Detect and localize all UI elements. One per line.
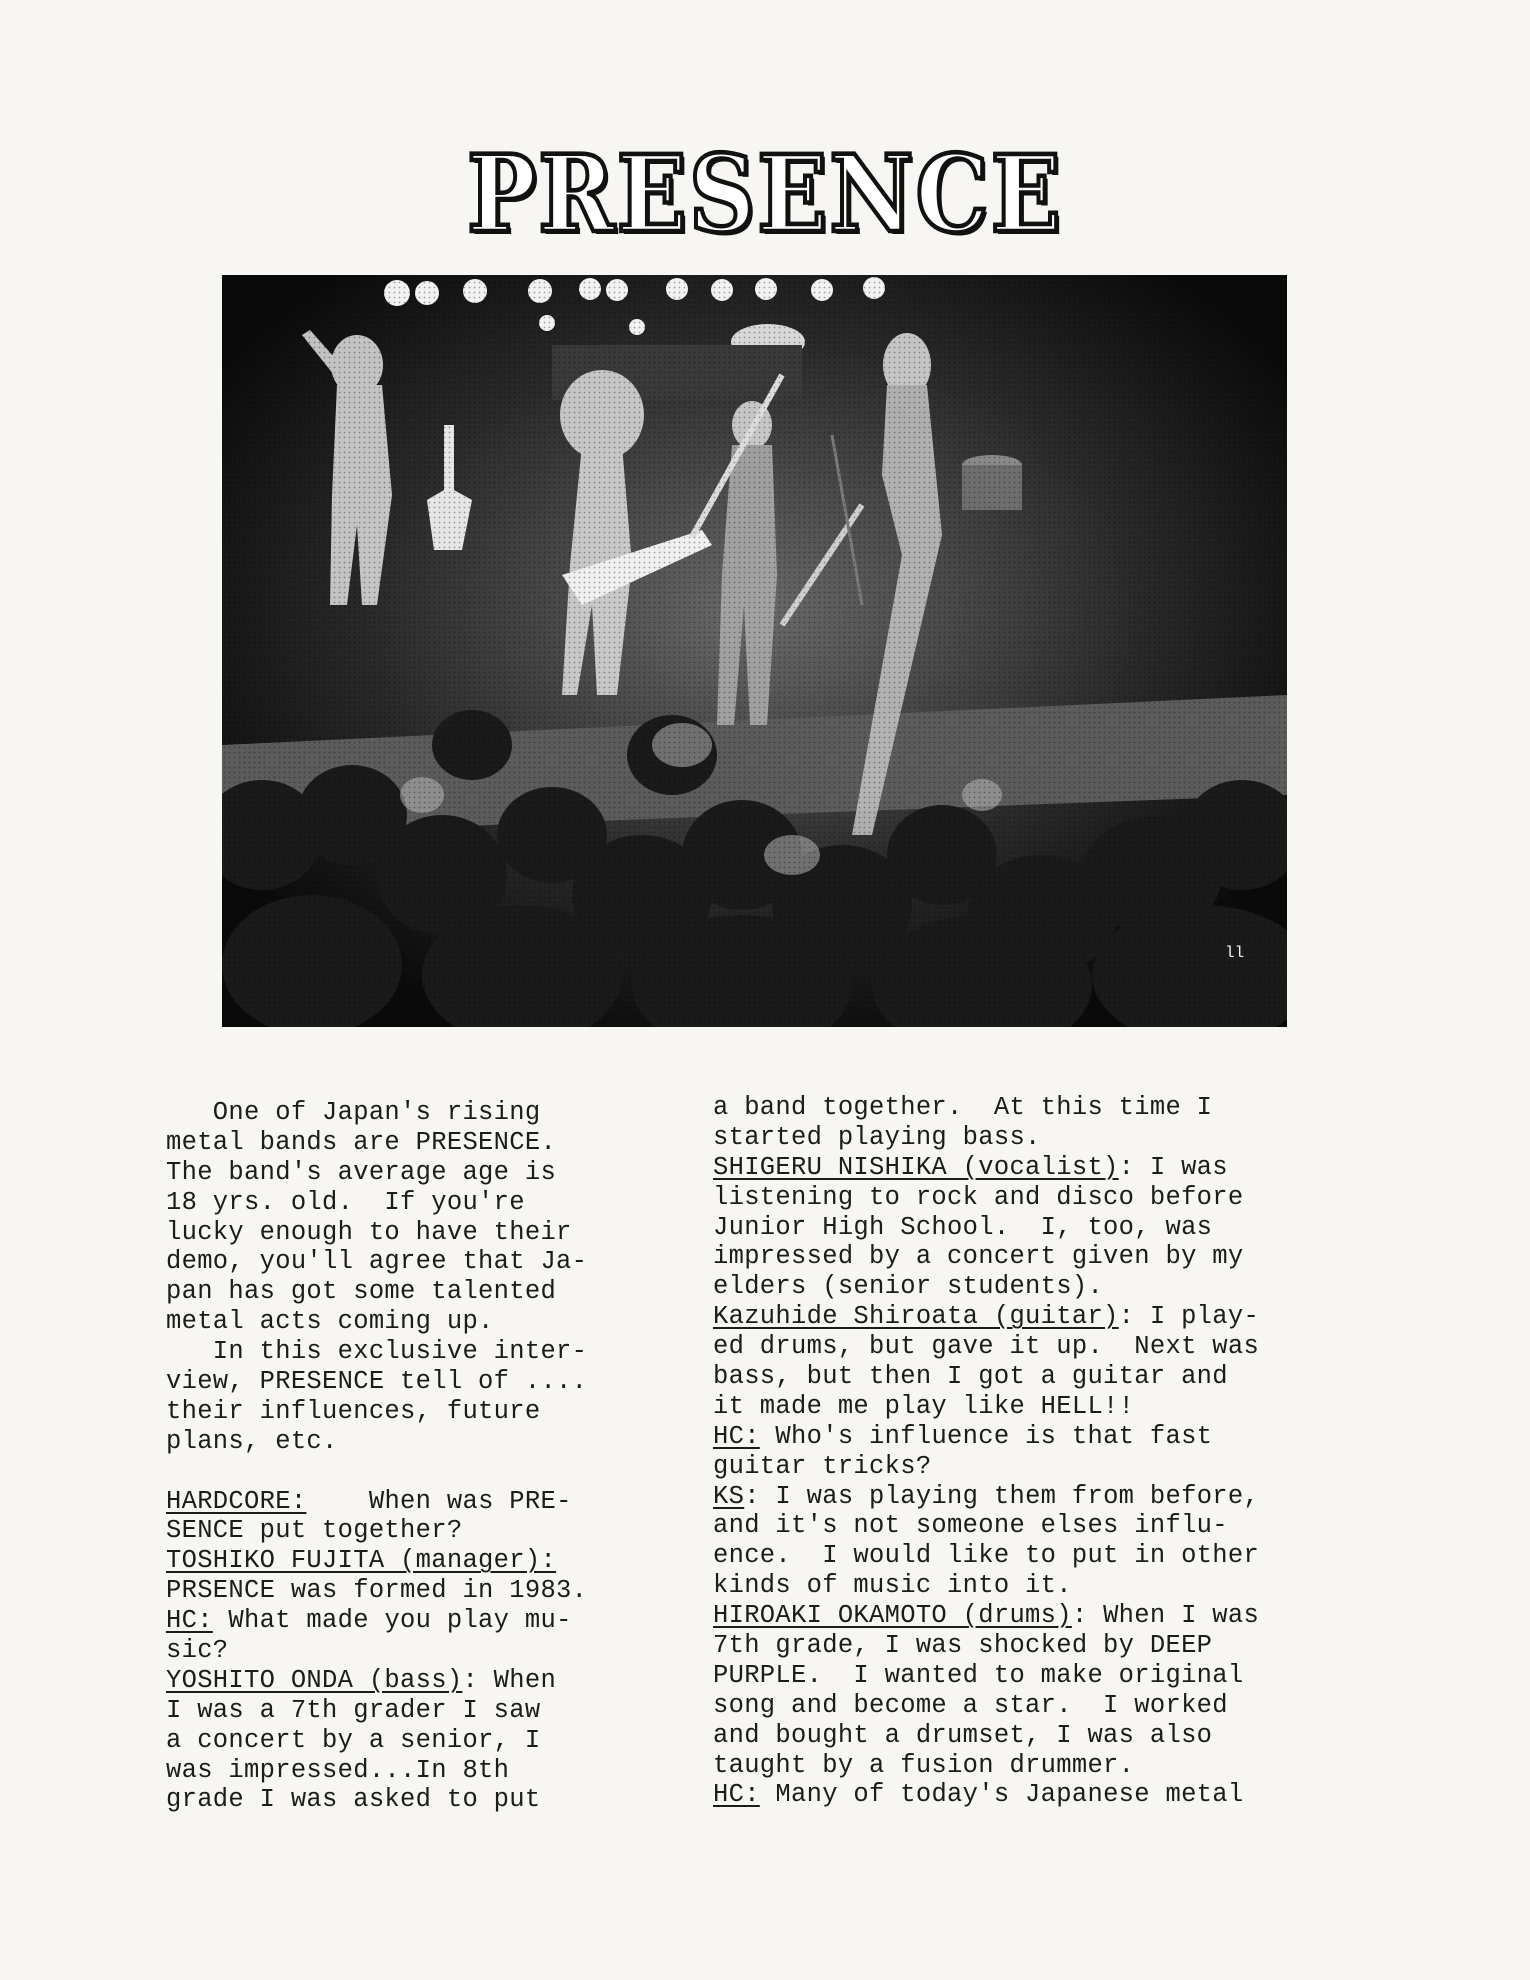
line-text: : I play- [1118,1302,1260,1332]
line-text: Many of today's Japanese metal [759,1780,1244,1810]
text-line [166,1785,587,1815]
line-text: started playing bass. [713,1122,1041,1152]
text-line [166,1277,587,1307]
text-line [713,1661,1259,1691]
line-text: listening to rock and disco before [713,1182,1244,1212]
line-text: was impressed...In 8th [166,1755,510,1785]
text-line [713,1541,1259,1571]
text-line [713,1093,1259,1123]
text-line [166,1576,587,1606]
text-line [166,1666,587,1696]
text-line [713,1183,1259,1213]
line-text: and it's not someone elses influ- [713,1511,1228,1541]
line-text: In this exclusive inter- [166,1337,588,1367]
text-line [713,1242,1259,1272]
text-line [166,1307,587,1337]
concert-photo [222,275,1287,1027]
text-line [713,1721,1259,1751]
text-line [713,1751,1259,1781]
text-line [166,1128,587,1158]
line-text: : I was playing them from before, [744,1481,1260,1511]
line-text: PRSENCE was formed in 1983. [166,1576,588,1606]
speaker-label: HARDCORE: [166,1486,307,1516]
line-text: PURPLE. I wanted to make original [713,1660,1244,1690]
speaker-label: HC: [713,1780,760,1810]
line-text: lucky enough to have their [166,1217,572,1247]
line-text: pan has got some talented [166,1277,557,1307]
text-line [713,1213,1259,1243]
line-text: impressed by a concert given by my [713,1242,1244,1272]
text-line [713,1452,1259,1482]
line-text: a concert by a senior, I [166,1725,541,1755]
text-line [166,1158,587,1188]
line-text: sic? [166,1636,229,1666]
line-text: : When [462,1665,557,1695]
line-text: and bought a drumset, I was also [713,1720,1213,1750]
text-line [166,1546,587,1576]
line-text: metal acts coming up. [166,1307,494,1337]
text-line [166,1516,587,1546]
text-line [713,1691,1259,1721]
line-text: kinds of music into it. [713,1571,1072,1601]
line-text: a band together. At this time I [713,1093,1213,1122]
text-line [713,1392,1259,1422]
speaker-label: Kazuhide Shiroata (guitar) [713,1302,1119,1332]
line-text: elders (senior students). [713,1272,1104,1302]
line-text: ed drums, but gave it up. Next was [713,1332,1260,1362]
text-line [713,1272,1259,1302]
line-text: 18 yrs. old. If you're [166,1187,525,1217]
text-line [713,1302,1259,1332]
text-line [713,1571,1259,1601]
line-text: view, PRESENCE tell of .... [166,1367,588,1397]
text-line [166,1636,587,1666]
line-text: The band's average age is [166,1157,557,1187]
line-text: : I was [1118,1152,1228,1182]
text-line [166,1188,587,1218]
line-text: taught by a fusion drummer. [713,1750,1135,1780]
left-column [166,1098,587,1815]
speaker-label: TOSHIKO FUJITA (manager): [166,1546,557,1576]
line-text: 7th grade, I was shocked by DEEP [713,1631,1213,1661]
speaker-label: SHIGERU NISHIKA (vocalist) [713,1152,1119,1182]
line-text: ence. I would like to put in other [713,1541,1260,1571]
text-line [166,1427,587,1457]
line-text: SENCE put together? [166,1516,463,1546]
line-text: I was a 7th grader I saw [166,1695,541,1725]
line-text: bass, but then I got a guitar and [713,1362,1228,1392]
line-text: their influences, future [166,1396,541,1426]
text-line [166,1397,587,1427]
text-line [713,1631,1259,1661]
line-text: song and become a star. I worked [713,1690,1228,1720]
text-line [166,1487,587,1517]
text-line [713,1362,1259,1392]
text-line [713,1482,1259,1512]
line-text: grade I was asked to put [166,1785,541,1815]
title-area [0,131,1530,257]
line-text: Junior High School. I, too, was [713,1212,1213,1242]
line-text: plans, etc. [166,1426,338,1456]
photo-mark: ll [1225,944,1245,962]
text-line [166,1606,587,1636]
text-line [166,1696,587,1726]
text-line [713,1422,1259,1452]
text-line [166,1098,587,1128]
text-line [166,1218,587,1248]
text-line [166,1457,587,1487]
speaker-label: HC: [166,1606,213,1636]
speaker-label: KS [713,1481,745,1511]
line-text: guitar tricks? [713,1451,932,1481]
speaker-label: HC: [713,1421,760,1451]
text-line [713,1511,1259,1541]
line-text: metal bands are PRESENCE. [166,1127,557,1157]
text-line [166,1367,587,1397]
line-text: One of Japan's rising [166,1098,541,1127]
halftone-overlay [222,275,1287,1027]
text-line [166,1337,587,1367]
text-line [166,1726,587,1756]
text-line [166,1756,587,1786]
speaker-label: HIROAKI OKAMOTO (drums) [713,1601,1072,1631]
concert-photo-art [222,275,1287,1027]
right-column [713,1093,1259,1810]
speaker-label: YOSHITO ONDA (bass) [166,1665,463,1695]
line-text: What made you play mu- [212,1606,572,1636]
text-line [713,1601,1259,1631]
page-title: PRESENCE [467,131,1063,257]
text-line [713,1780,1259,1810]
text-line [713,1123,1259,1153]
text-line [166,1247,587,1277]
line-text: : When I was [1071,1601,1260,1631]
line-text: demo, you'll agree that Ja- [166,1247,588,1277]
line-text: When was PRE- [306,1486,572,1516]
line-text: it made me play like HELL!! [713,1391,1135,1421]
text-line [713,1332,1259,1362]
text-line [713,1153,1259,1183]
line-text: Who's influence is that fast [759,1421,1213,1451]
